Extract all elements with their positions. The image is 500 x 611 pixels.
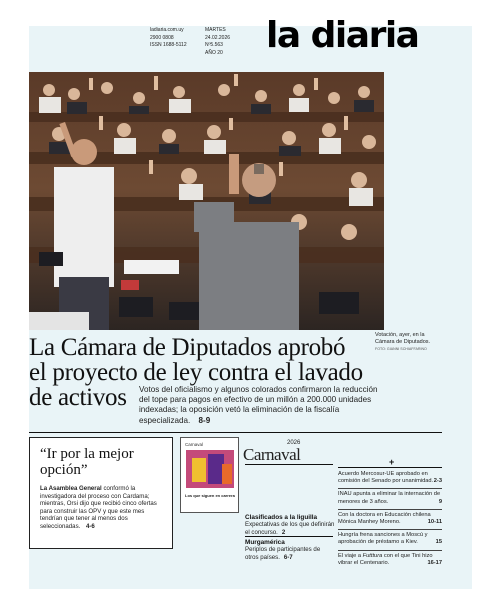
brief-text-italic: Futttura [362,552,383,559]
lead-deck [139,385,379,426]
quote-headline: “Ir por la mejor opción” [40,446,134,478]
brief-text-post: con el que Tini hizo vibrar el Centenario. [338,552,433,566]
brief-text: Acuerdo Mercosur-UE aprobado en comisión del Senado por unanimidad. [338,471,434,485]
supplement-label: Carnaval [185,442,204,447]
brief-pages: 9 [438,498,442,505]
right-list-rule [338,467,442,468]
list-item[interactable] [338,510,442,530]
list-item[interactable] [338,551,442,570]
deck-pages[interactable]: 8-9 [198,415,211,425]
chamber-vote-image [29,72,384,330]
briefs-list [338,469,442,570]
mid-item-pages: 2 [281,528,286,536]
headline-line-2: el proyecto de ley contra el lavado [29,359,363,386]
site-url[interactable]: ladiaria.com.uy [150,27,184,33]
carnaval-year: 2026 [287,440,301,446]
supplement-title: Los que siguen en carrera [185,493,235,498]
quote-body-lead: La Asamblea General [40,485,102,492]
weekday: MARTES [205,27,226,33]
carnaval-rule [245,464,333,465]
quote-box[interactable] [29,437,173,549]
masthead-date [205,27,230,57]
year-number: AÑO 20 [205,49,223,56]
photo-credit: FOTO: GIANNI SCHIAFFARINO [375,347,427,351]
mid-item-text: Expectativas de los que definirán el concurso. [245,521,335,536]
mid-item-rule [245,536,333,537]
deck-text: Votos del oficialismo y algunos colorados confirmaron la reducción del tope para pagos en efectivo de un millón a 200.000 unidades indexadas; la oposición vetó la eliminación de la fiscalía especializada. [139,385,378,425]
brief-text: Con la doctora en Educación chilena Mónica Manhey Moreno. [338,511,431,526]
quote-pages: 4-6 [86,522,95,530]
newspaper-logo[interactable]: la diaria [266,15,419,56]
list-item[interactable] [338,489,442,509]
caption-text: Votación, ayer, en la Cámara de Diputados. [375,332,431,345]
mid-item-label: Murgamérica [245,539,285,546]
plus-icon: + [389,457,395,467]
issue-number: Nº5.563 [205,42,223,48]
phone-number: 2900 0808 [150,34,174,41]
mid-item-text: Periplos de participantes de otros países. [245,546,321,561]
issn: ISSN 1688-5112 [150,42,187,48]
brief-text: Hungría frena sanciones a Moscú y aprobación de préstamo a Kiev. [338,532,428,546]
photo-caption [375,332,439,353]
lead-photo[interactable] [29,72,384,330]
brief-pages: 15 [435,539,442,546]
mid-item-pages: 6-7 [283,553,293,561]
brief-text: INAU apunta a eliminar la internación de menores de 3 años. [338,491,441,505]
brief-pages: 2-3 [433,478,442,485]
quote-body [40,485,166,531]
headline-line-3: de activos [29,384,127,411]
brief-text-pre: El viaje a [338,552,363,559]
carnaval-heading: Carnaval [243,445,301,464]
mid-item-2[interactable] [245,539,335,561]
supplement-thumbnail[interactable] [180,437,239,513]
mid-item-1[interactable] [245,514,335,536]
supplement-cover-art [186,450,234,488]
brief-pages: 16-17 [427,559,442,566]
list-item[interactable] [338,530,442,550]
headline-line-1: La Cámara de Diputados aprobó [29,334,346,361]
mid-item-label: Clasificados a la liguilla [245,514,318,521]
masthead-contact [150,27,187,50]
issue-date: 24.02.2026 [205,34,231,41]
list-item[interactable] [338,469,442,489]
brief-pages: 10-11 [427,519,442,526]
section-divider [29,432,442,433]
quote-body-text: conformó la investigadora del proceso con Cardama; mientras, Orsi dijo que recibió cinco ofertas para construir las OPV y que este mes tendrían que tener al menos dos seleccionadas. [40,485,157,530]
